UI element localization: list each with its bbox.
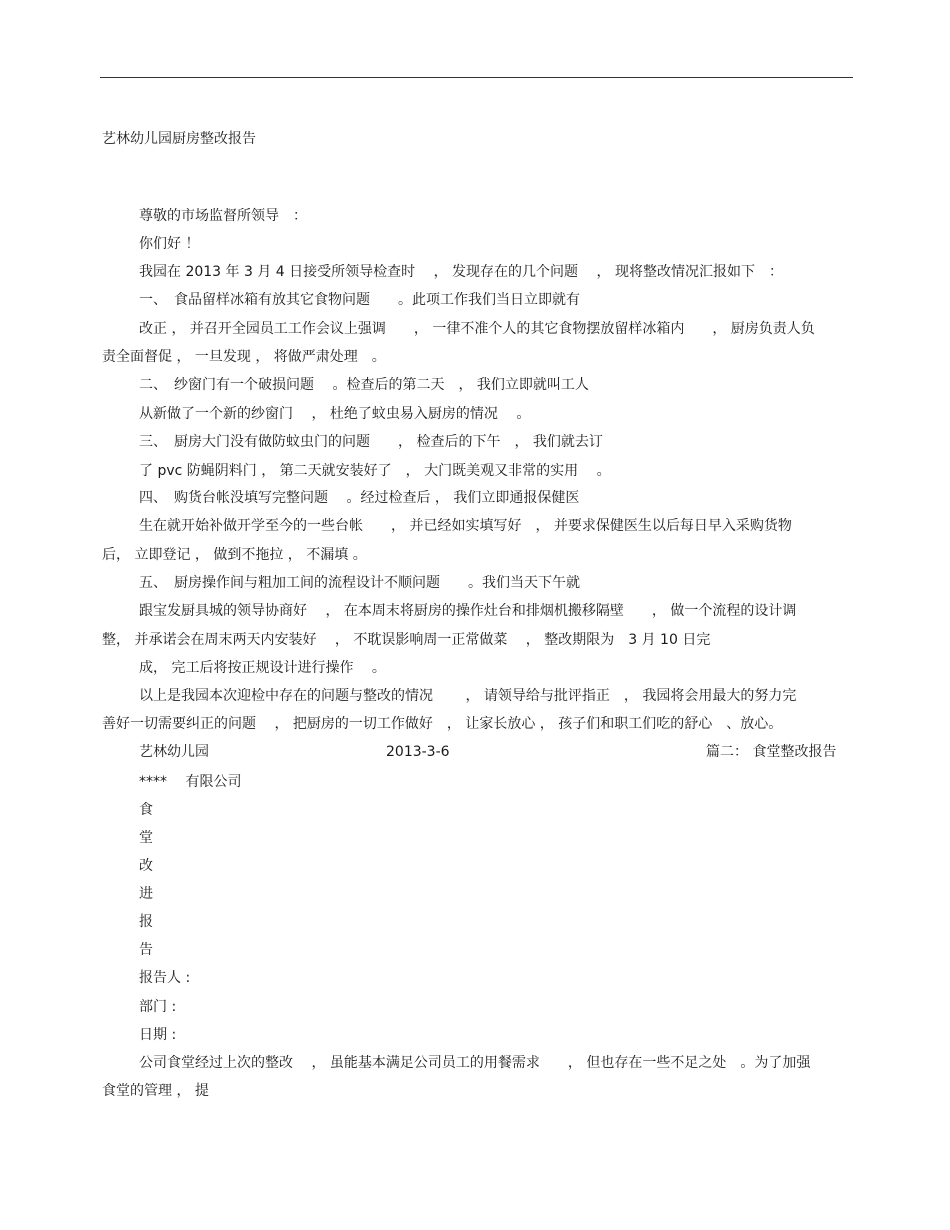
vertical-title-char: 告 — [139, 942, 153, 958]
item-5-line-1: 跟宝发厨具城的领导协商好 ， 在本周末将厨房的操作灶台和排烟机搬移隔壁 ， 做一个流程的设计调 — [139, 603, 797, 619]
signature-org: 艺林幼儿园 — [139, 744, 209, 760]
item-4-line-1: 生在就开始补做开学至今的一些台帐 ， 并已经如实填写好 ， 并要求保健医生以后每日早入采购货物 — [139, 518, 792, 534]
greeting: 你们好 ！ — [139, 236, 200, 252]
vertical-title-char: 堂 — [139, 830, 153, 846]
part2-body-line-2: 食堂的管理 ， 提 — [102, 1083, 209, 1099]
part2-heading: 篇二： 食堂整改报告 — [706, 744, 837, 760]
item-3-line-1: 了 pvc 防蝇阴料门 ， 第二天就安装好了 ， 大门既美观又非常的实用 。 — [139, 463, 611, 479]
closing-line-1: 以上是我园本次迎检中存在的问题与整改的情况 ， 请领导给与批评指正 ， 我园将会用最大的努力完 — [139, 688, 797, 704]
item-1-heading: 一、 食品留样冰箱有放其它食物问题 。此项工作我们当日立即就有 — [139, 292, 580, 308]
item-5-line-3: 成， 完工后将按正规设计进行操作 。 — [139, 660, 386, 676]
salutation: 尊敬的市场监督所领导 ： — [139, 208, 307, 224]
part2-body-line-1: 公司食堂经过上次的整改 ， 虽能基本满足公司员工的用餐需求 ， 但也存在一些不足之处 。为了加强 — [139, 1055, 811, 1071]
item-5-heading: 五、 厨房操作间与粗加工间的流程设计不顺问题 。我们当天下午就 — [139, 575, 580, 591]
item-2-line-1: 从新做了一个新的纱窗门 ， 杜绝了蚊虫易入厨房的情况 。 — [139, 406, 531, 422]
item-1-line-2: 责全面督促 ， 一旦发现 ， 将做严肃处理 。 — [102, 349, 386, 365]
department-label: 部门 : — [139, 999, 177, 1015]
vertical-title-char: 食 — [139, 802, 153, 818]
vertical-title-char: 进 — [139, 886, 153, 902]
item-4-line-2: 后， 立即登记 ， 做到不拖拉 ， 不漏填 。 — [102, 547, 367, 563]
intro-paragraph: 我园在 2013 年 3 月 4 日接受所领导检查时 ， 发现存在的几个问题 ， 现将整改情况汇报如下 ： — [139, 264, 783, 280]
item-1-line-1: 改正 ， 并召开全园员工工作会议上强调 ， 一律不准个人的其它食物摆放留样冰箱内 ， 厨房负责人负 — [139, 321, 815, 337]
header-rule — [100, 77, 853, 78]
vertical-title-char: 报 — [139, 914, 153, 930]
company-name: **** 有限公司 — [139, 774, 242, 790]
signature-date: 2013-3-6 — [386, 744, 450, 760]
document-title: 艺林幼儿园厨房整改报告 — [102, 131, 256, 147]
closing-line-2: 善好一切需要纠正的问题 ， 把厨房的一切工作做好 ， 让家长放心 ， 孩子们和职工们吃的舒心 、放心。 — [102, 716, 783, 732]
reporter-label: 报告人 : — [139, 970, 191, 986]
date-label: 日期 : — [139, 1027, 177, 1043]
item-2-heading: 二、 纱窗门有一个破损问题 。检查后的第二天 ， 我们立即就叫工人 — [139, 377, 589, 393]
item-4-heading: 四、 购货台帐没填写完整问题 。经过检查后 ， 我们立即通报保健医 — [139, 490, 580, 506]
item-5-line-2: 整， 并承诺会在周末两天内安装好 ， 不耽误影响周一正常做菜 ， 整改期限为 3 月 10 日完 — [102, 632, 711, 648]
item-3-heading: 三、 厨房大门没有做防蚊虫门的问题 ， 检查后的下午 ， 我们就去订 — [139, 434, 603, 450]
vertical-title-char: 改 — [139, 858, 153, 874]
